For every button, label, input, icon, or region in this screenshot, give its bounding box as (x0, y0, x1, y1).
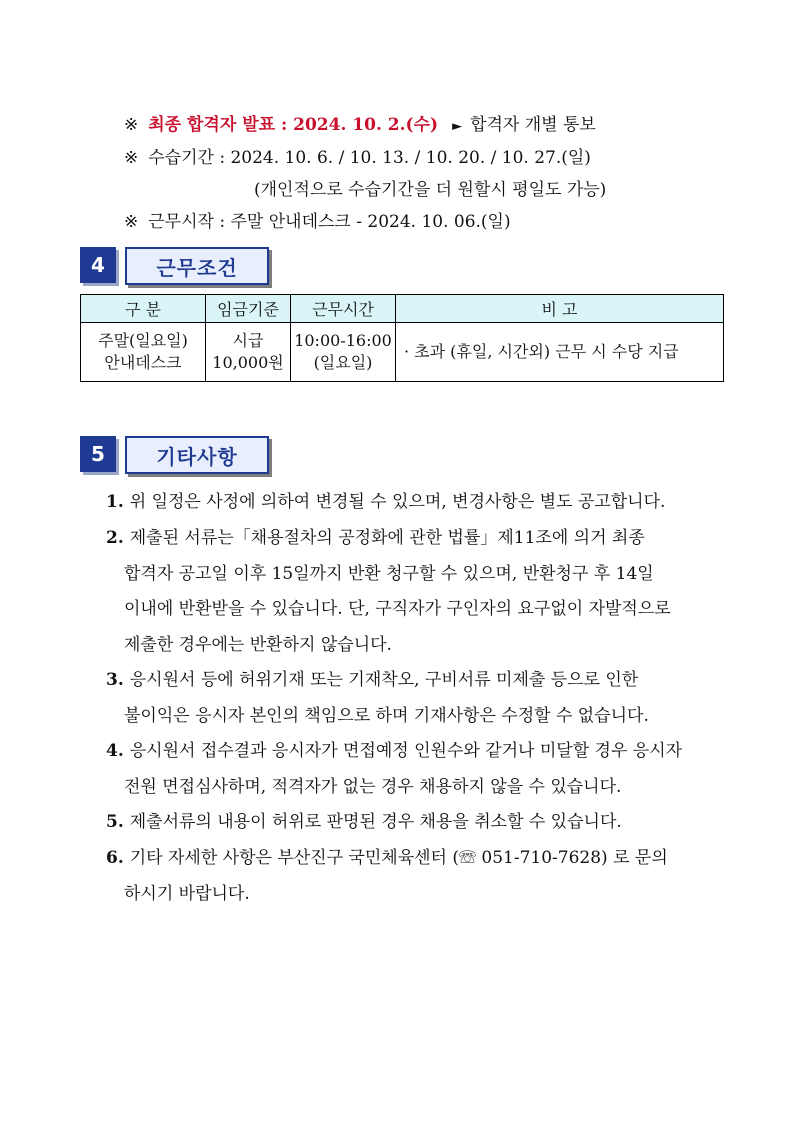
header-wage: 임금기준 (206, 295, 291, 323)
final-announcement-text: 최종 합격자 발표 : 2024. 10. 2.(수) (148, 115, 439, 135)
reference-mark: ※ (124, 148, 139, 168)
pointer-icon: ► (452, 119, 463, 134)
list-item (106, 663, 746, 734)
item-text-continued: 불이익은 응시자 본인의 책임으로 하며 기재사항은 수정할 수 없습니다. (124, 705, 649, 726)
item-text-continued: 합격자 공고일 이후 15일까지 반환 청구할 수 있으며, 반환청구 후 14일 (124, 563, 654, 584)
item-text-continued: 하시기 바랍니다. (124, 883, 250, 904)
cell-wage (206, 323, 291, 382)
item-number: 5. (106, 812, 124, 832)
list-item (106, 485, 746, 521)
section-number-badge: 4 (80, 247, 116, 283)
cell-hours (291, 323, 396, 382)
item-number: 2. (106, 528, 124, 548)
header-category: 구 분 (81, 295, 206, 323)
wage-line: 시급 (232, 331, 264, 350)
hours-line: (일요일) (313, 353, 373, 372)
item-text: 제출서류의 내용이 허위로 판명된 경우 채용을 취소할 수 있습니다. (129, 812, 622, 832)
section-title: 근무조건 (125, 247, 269, 285)
item-text: 기타 자세한 사항은 부산진구 국민체육센터 (☏ 051-710-7628) 로 문의 (129, 848, 668, 868)
item-text: 응시원서 등에 허위기재 또는 기재착오, 구비서류 미제출 등으로 인한 (129, 670, 639, 690)
cell-note: · 초과 (휴일, 시간외) 근무 시 수당 지급 (396, 323, 724, 382)
item-text-continued: 이내에 반환받을 수 있습니다. 단, 구직자가 구인자의 요구없이 자발적으로 (124, 599, 671, 619)
item-number: 6. (106, 848, 124, 868)
table-row (81, 323, 724, 382)
table-header-row (81, 295, 724, 323)
section-title: 기타사항 (125, 436, 269, 474)
list-item (106, 734, 746, 805)
item-text: 제출된 서류는「채용절차의 공정화에 관한 법률」제11조에 의거 최종 (129, 528, 645, 548)
list-item (106, 805, 746, 841)
category-line: 안내데스크 (104, 353, 182, 372)
work-start-text: 근무시작 : 주말 안내데스크 - 2024. 10. 06.(일) (148, 212, 511, 232)
individual-notice-text: 합격자 개별 통보 (470, 115, 596, 135)
cell-category (81, 323, 206, 382)
notice-work-start (124, 210, 511, 234)
item-text: 응시원서 접수결과 응시자가 면접예정 인원수와 같거나 미달할 경우 응시자 (129, 741, 683, 761)
item-text: 위 일정은 사정에 의하여 변경될 수 있으며, 변경사항은 별도 공고합니다. (129, 492, 666, 512)
item-text-continued: 제출한 경우에는 반환하지 않습니다. (124, 634, 392, 655)
reference-mark: ※ (124, 115, 139, 135)
notice-final-announcement (124, 113, 596, 139)
training-period-text: 수습기간 : 2024. 10. 6. / 10. 13. / 10. 20. / 10. 27.(일) (148, 148, 591, 168)
item-number: 3. (106, 670, 124, 690)
list-item (106, 521, 746, 663)
notice-training-sub: (개인적으로 수습기간을 더 원할시 평일도 가능) (254, 180, 607, 200)
list-item (106, 841, 746, 912)
category-line: 주말(일요일) (98, 331, 188, 350)
work-conditions-table (80, 294, 724, 382)
item-text-continued: 전원 면접심사하며, 적격자가 없는 경우 채용하지 않을 수 있습니다. (124, 776, 622, 797)
section-number-badge: 5 (80, 436, 116, 472)
item-number: 4. (106, 741, 124, 761)
reference-mark: ※ (124, 212, 139, 232)
notice-training-period (124, 146, 591, 170)
hours-line: 10:00-16:00 (294, 331, 392, 350)
item-number: 1. (106, 492, 124, 512)
header-note: 비 고 (396, 295, 724, 323)
header-hours: 근무시간 (291, 295, 396, 323)
wage-line: 10,000원 (212, 353, 284, 372)
